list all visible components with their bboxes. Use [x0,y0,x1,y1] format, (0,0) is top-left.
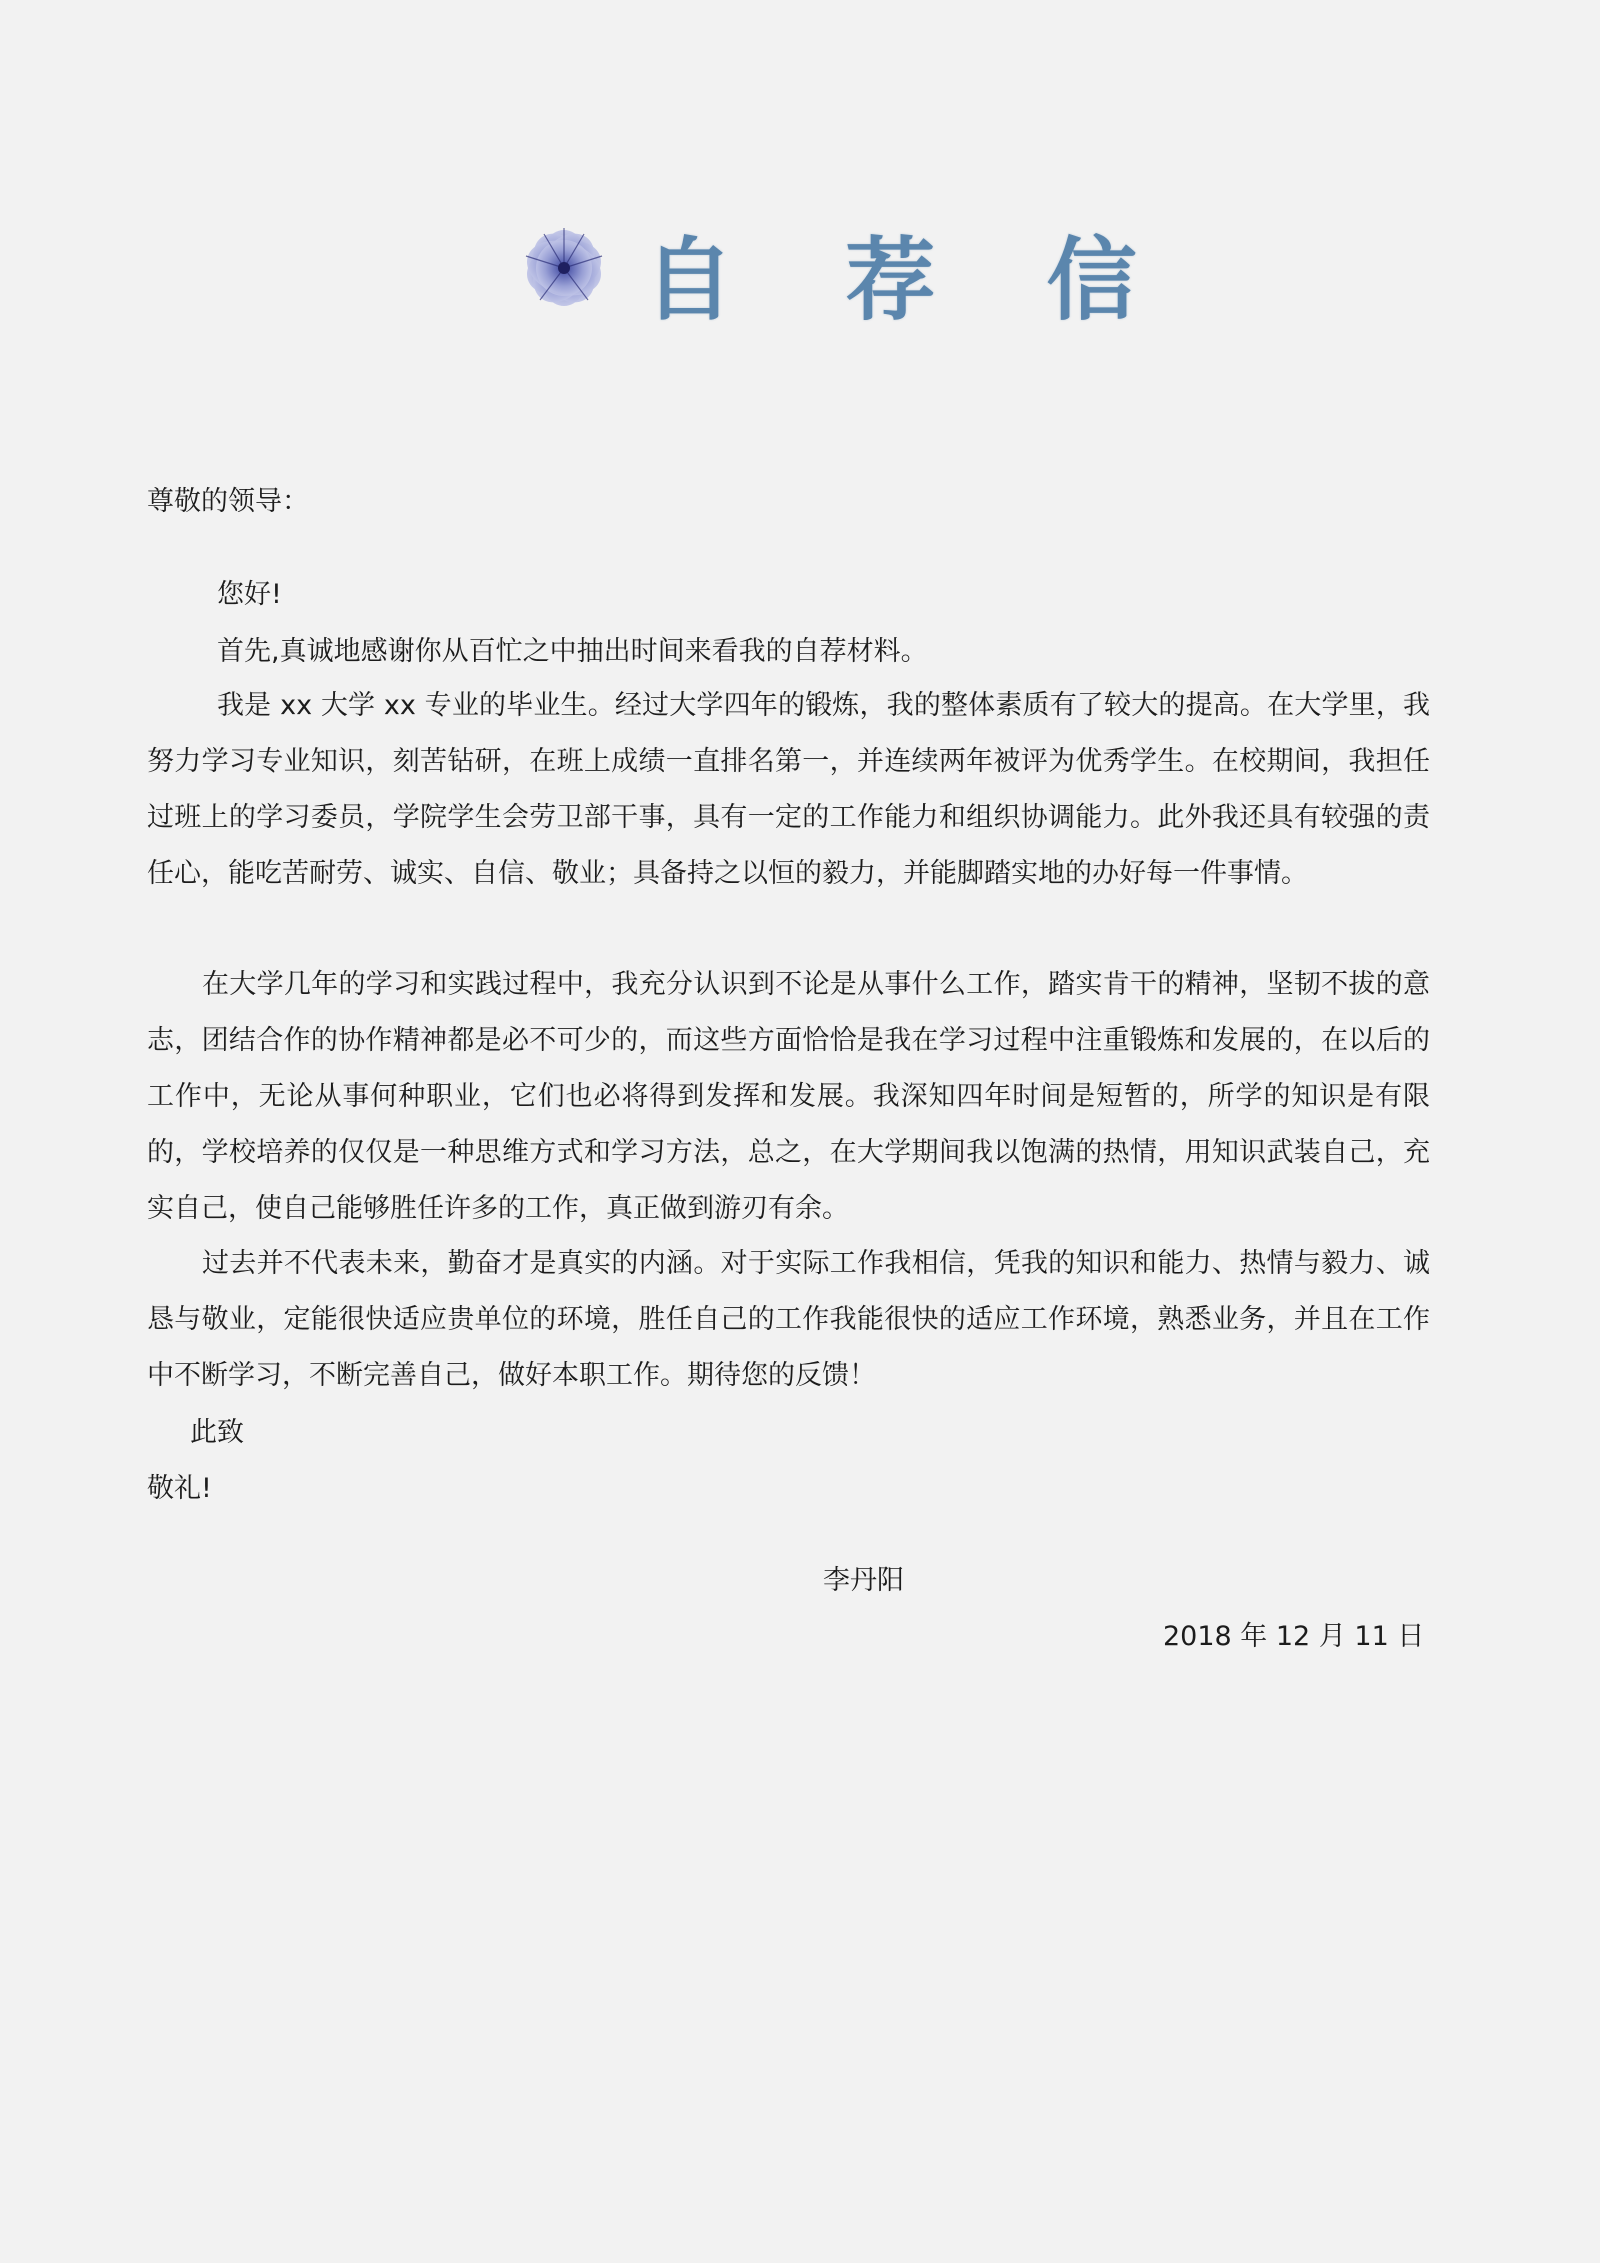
greeting: 您好! [217,579,282,610]
signer-name: 李丹阳 [823,1565,904,1596]
paragraph-conclusion: 过去并不代表未来，勤奋才是真实的内涵。对于实际工作我相信，凭我的知识和能力、热情与毅力、诚恳与敬业，定能很快适应贵单位的环境，胜任自己的工作我能很快的适应工作环境，熟悉业务，并且在工作中不断学习，不断完善自己，做好本职工作。期待您的反馈！ [147,1248,1430,1391]
paragraph-experience: 在大学几年的学习和实践过程中，我充分认识到不论是从事什么工作，踏实肯干的精神，坚韧不拔的意志，团结合作的协作精神都是必不可少的，而这些方面恰恰是我在学习过程中注重锻炼和发展的，在以后的工作中，无论从事何种职业，它们也必将得到发挥和发展。我深知四年时间是短暂的，所学的知识是有限的，学校培养的仅仅是一种思维方式和学习方法，总之，在大学期间我以饱满的热情，用知识武装自己，充实自己，使自己能够胜任许多的工作，真正做到游刃有余。 [147,969,1430,1224]
salutation: 尊敬的领导： [147,486,309,517]
closing-line-1: 此致 [190,1417,244,1448]
flower-icon [510,214,618,322]
paragraph-intro: 首先,真诚地感谢你从百忙之中抽出时间来看我的自荐材料。 [217,636,928,667]
paragraph-background: 我是 xx 大学 xx 专业的毕业生。经过大学四年的锻炼，我的整体素质有了较大的提高。在大学里，我努力学习专业知识，刻苦钻研，在班上成绩一直排名第一，并连续两年被评为优秀学生。在校期间，我担任过班上的学习委员，学院学生会劳卫部干事，具有一定的工作能力和组织协调能力。此外我还具有较强的责任心，能吃苦耐劳、诚实、自信、敬业；具备持之以恒的毅力，并能脚踏实地的办好每一件事情。 [147,690,1430,889]
letter-date: 2018 年 12 月 11 日 [1163,1621,1425,1652]
title-block [510,210,1177,350]
closing-line-2: 敬礼! [147,1473,212,1504]
page-title: 自 荐 信 [644,227,1177,333]
